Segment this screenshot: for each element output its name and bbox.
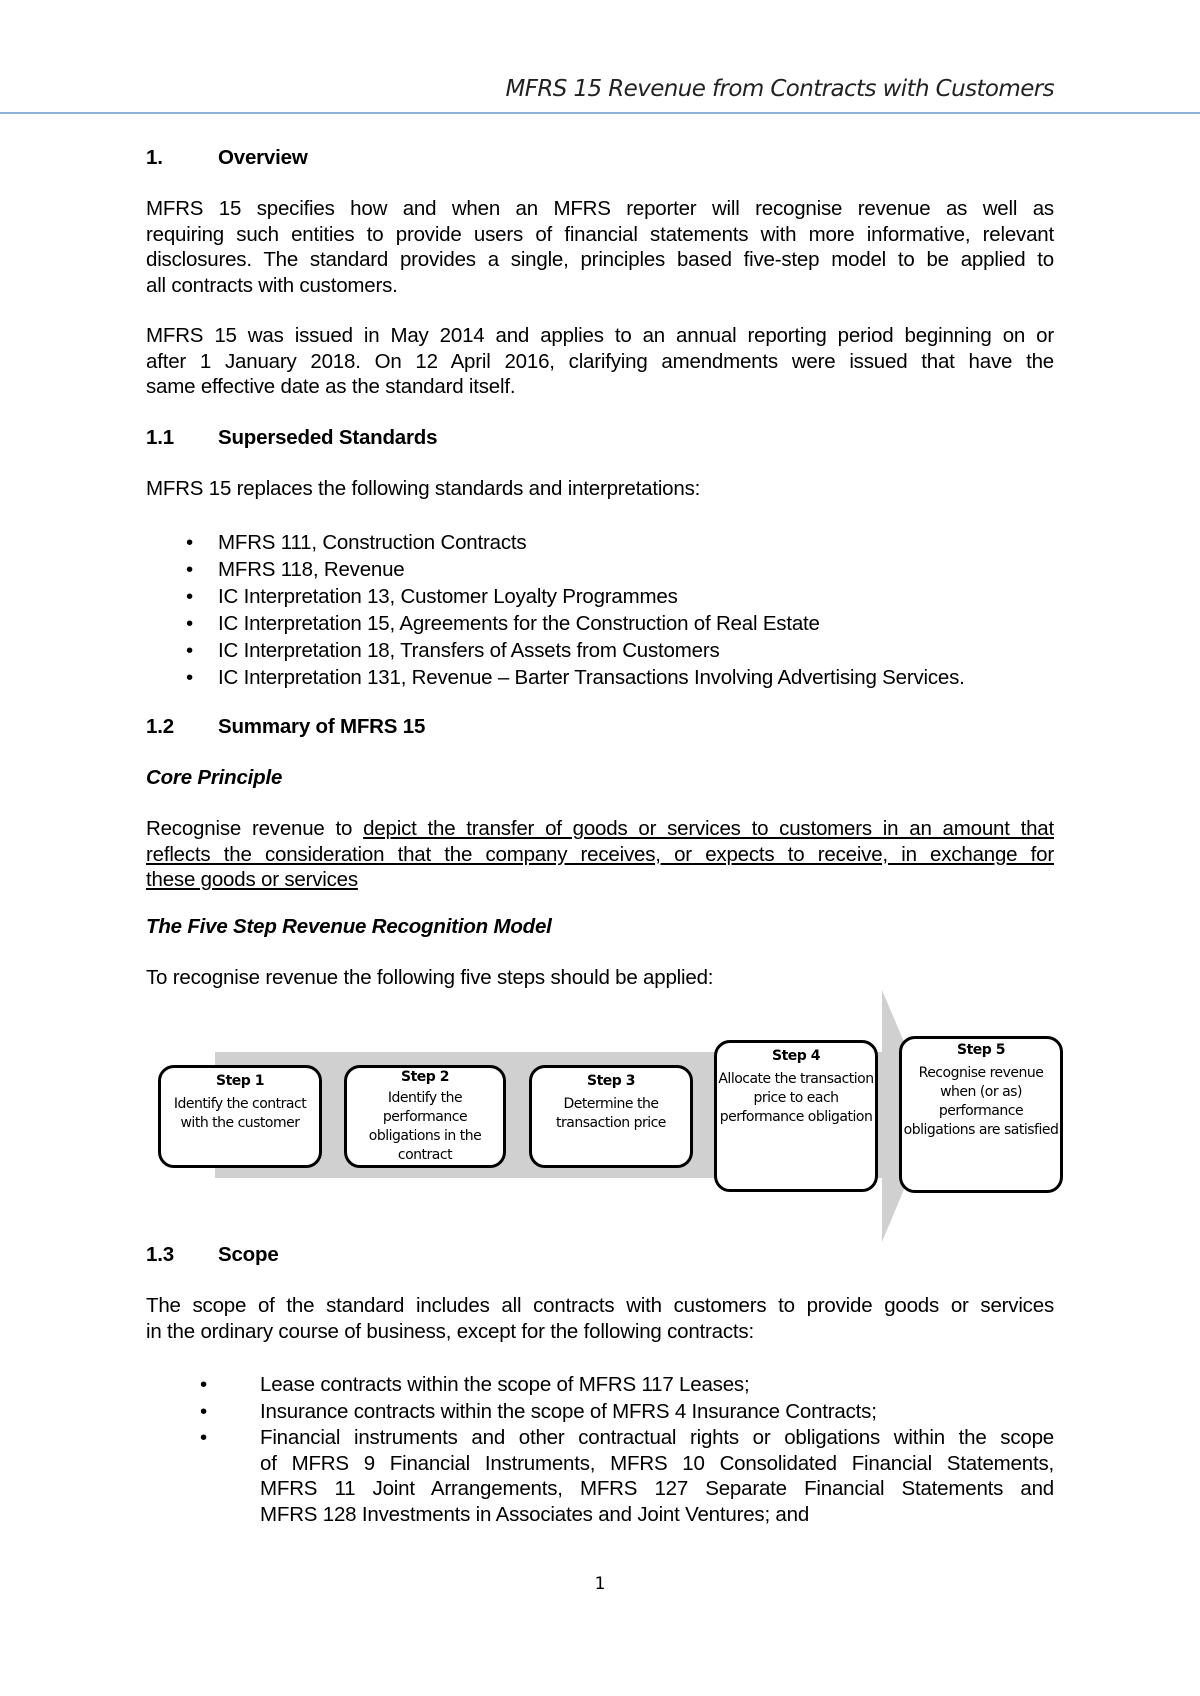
step-text: Determine the transaction price	[556, 1096, 666, 1131]
step-2-box	[344, 1065, 506, 1168]
superseded-intro: MFRS 15 replaces the following standards and interpretations:	[146, 477, 701, 500]
text-line: MFRS 15 was issued in May 2014 and applies to an annual reporting period beginning on or	[146, 324, 1054, 347]
step-text: Recognise revenue when (or as) performance obligations are satisfied	[903, 1065, 1059, 1138]
list-item: • IC Interpretation 13, Customer Loyalty Programmes	[186, 585, 678, 608]
step-5-box	[899, 1036, 1063, 1193]
list-item: • MFRS 111, Construction Contracts	[186, 531, 527, 554]
section-number: 1.	[146, 146, 163, 169]
section-title: Superseded Standards	[218, 426, 438, 449]
scope-paragraph	[146, 1293, 1054, 1344]
step-text: Identify the performance obligations in the contract	[368, 1090, 482, 1163]
section-number: 1.2	[146, 715, 174, 738]
list-item-text: IC Interpretation 131, Revenue – Barter Transactions Involving Advertising Services.	[218, 666, 965, 689]
section-number: 1.1	[146, 426, 174, 449]
text-line: requiring such entities to provide users of financial statements with more informative, relevant	[146, 222, 1054, 246]
text-line: Financial instruments and other contractual rights or obligations within the scope	[260, 1426, 1054, 1449]
step-title: Step 3	[587, 1073, 635, 1089]
text-line: in the ordinary course of business, except for the following contracts:	[146, 1319, 754, 1343]
section-title: Summary of MFRS 15	[218, 715, 426, 738]
text-span: depict the transfer of goods or services to customers in an amount that	[363, 817, 1054, 840]
step-title: Step 5	[957, 1042, 1005, 1058]
text-line: The scope of the standard includes all contracts with customers to provide goods or services	[146, 1294, 1054, 1317]
list-item: • Insurance contracts within the scope of MFRS 4 Insurance Contracts;	[260, 1398, 1054, 1425]
text-line: of MFRS 9 Financial Instruments, MFRS 10 Consolidated Financial Statements,	[260, 1451, 1054, 1475]
section-heading-scope	[146, 1242, 1054, 1268]
list-item: • IC Interpretation 131, Revenue – Barter Transactions Involving Advertising Services.	[186, 666, 965, 689]
five-step-heading: The Five Step Revenue Recognition Model	[146, 915, 552, 938]
text-line: same effective date as the standard itself.	[146, 375, 516, 399]
text-line: reflects the consideration that the company receives, or expects to receive, in exchange for	[146, 842, 1054, 866]
text-line: these goods or services	[146, 868, 358, 892]
step-text: Identify the contract with the customer	[173, 1096, 307, 1131]
list-item-text: IC Interpretation 18, Transfers of Assets from Customers	[218, 639, 720, 662]
page-number: 1	[594, 1574, 606, 1594]
list-item: • IC Interpretation 15, Agreements for the Construction of Real Estate	[186, 612, 820, 635]
step-text: Allocate the transaction price to each performance obligation	[718, 1071, 874, 1125]
list-item-text: IC Interpretation 13, Customer Loyalty Programmes	[218, 585, 678, 608]
list-item-text: IC Interpretation 15, Agreements for the Construction of Real Estate	[218, 612, 820, 635]
scope-exceptions-list	[200, 1371, 1054, 1527]
step-title: Step 1	[216, 1073, 264, 1089]
text-line: all contracts with customers.	[146, 273, 398, 297]
step-3-box	[529, 1065, 693, 1168]
list-item-text: MFRS 118, Revenue	[218, 558, 405, 581]
running-header: MFRS 15 Revenue from Contracts with Customers	[505, 76, 1054, 102]
text-line: MFRS 15 specifies how and when an MFRS reporter will recognise revenue as well as	[146, 197, 1054, 220]
text-line: disclosures. The standard provides a single, principles based five-step model to be applied to	[146, 248, 1054, 272]
step-1-box	[158, 1065, 322, 1168]
text-line: MFRS 128 Investments in Associates and Joint Ventures; and	[260, 1502, 810, 1526]
list-item-text: Lease contracts within the scope of MFRS 117 Leases;	[260, 1373, 750, 1396]
list-item-text: MFRS 111, Construction Contracts	[218, 531, 527, 554]
list-item: • Financial instruments and other contractual rights or obligations within the scope of MFRS 9 Financial Instruments, MFRS 10 Consolidated Financial Statements, MFRS 11 Joint Arrangements, MFRS 127 Separate Financial Statements and MFRS 128 Investments in Associates and Joint Ventures; and	[200, 1426, 1054, 1526]
five-step-intro: To recognise revenue the following five steps should be applied:	[146, 966, 714, 989]
core-principle-heading: Core Principle	[146, 766, 283, 789]
section-title: Overview	[218, 146, 308, 169]
step-title: Step 4	[772, 1048, 820, 1064]
text-span: Recognise revenue to	[146, 817, 364, 840]
step-title: Step 2	[401, 1069, 449, 1085]
list-item-text: Insurance contracts within the scope of MFRS 4 Insurance Contracts;	[260, 1400, 877, 1423]
text-line: MFRS 11 Joint Arrangements, MFRS 127 Separate Financial Statements and	[260, 1477, 1054, 1501]
step-4-box	[714, 1040, 878, 1192]
text-line: after 1 January 2018. On 12 April 2016, clarifying amendments were issued that have the	[146, 349, 1054, 373]
section-title: Scope	[218, 1243, 279, 1266]
list-item: • MFRS 118, Revenue	[186, 558, 405, 581]
list-item: • Lease contracts within the scope of MFRS 117 Leases;	[260, 1371, 1054, 1398]
section-number: 1.3	[146, 1243, 174, 1266]
list-item: • IC Interpretation 18, Transfers of Assets from Customers	[186, 639, 720, 662]
